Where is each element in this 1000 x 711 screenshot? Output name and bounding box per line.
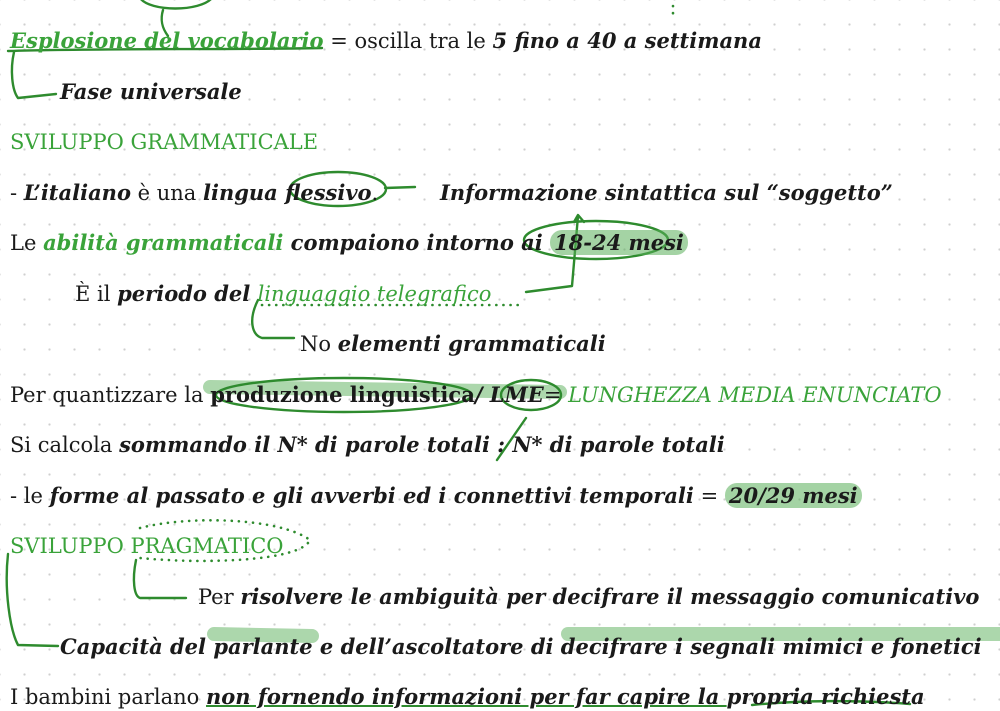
term-esplosione: Esplosione del vocabolario (10, 28, 324, 53)
text-fase-universale: Fase universale (60, 79, 242, 104)
text-e-una: è una (130, 181, 203, 205)
ink-bracket-fase (12, 52, 56, 98)
text-elementi: elementi grammaticali (337, 331, 606, 356)
line-italiano (10, 179, 378, 207)
ink-bracket-capacita (7, 554, 58, 646)
term-telegrafico: linguaggio telegrafico (257, 282, 492, 306)
ink-arrow-flessivo (385, 187, 415, 188)
heading-sviluppo-grammaticale: SVILUPPO GRAMMATICALE (10, 130, 319, 154)
heading-sviluppo-pragmatico: SVILUPPO PRAGMATICO (10, 534, 284, 558)
text-ai: ai (521, 230, 551, 255)
term-produzione: produzione linguistica (210, 382, 475, 407)
term-lingua: lingua (202, 180, 286, 205)
text-risolvere: risolvere le ambiguità per decifrare il messaggio comunicativo (240, 584, 980, 609)
text-oscilla: = oscilla tra le (330, 29, 486, 53)
line-telegrafico (75, 280, 491, 308)
term-flessivo: flessivo (285, 180, 372, 205)
line-calcolo (10, 431, 725, 459)
text-dot: . (371, 181, 379, 205)
line-abilita (10, 229, 688, 257)
text-non-fornendo: non fornendo informazioni per far capire la (206, 684, 727, 709)
line-vocabulary (10, 27, 762, 55)
line-fase (60, 78, 242, 106)
term-italiano: L’italiano (23, 180, 131, 205)
line-forme (10, 482, 862, 510)
term-lunghezza: LUNGHEZZA MEDIA ENUNCIATO (568, 383, 942, 407)
text-dash: - (10, 181, 24, 205)
term-abilita: abilità grammaticali (43, 230, 284, 255)
text-capacita: Capacità del parlante e dell’ascoltatore di decifrare i segnali mimici e fonetici (60, 634, 982, 659)
value-per-week: 5 fino a 40 a settimana (492, 28, 762, 53)
value-20-29: 20/29 mesi (725, 483, 862, 508)
text-periodo: periodo del (117, 281, 258, 306)
text-richiesta: propria richiesta (726, 684, 925, 709)
line-lme (10, 381, 942, 409)
text-eq-2: = (693, 484, 725, 508)
text-no: No (300, 332, 338, 356)
text-compaiono: compaiono intorno (283, 230, 522, 255)
text-bambini: I bambini parlano (10, 685, 207, 709)
text-e-il: È il (75, 282, 118, 306)
term-lme: LME (489, 382, 544, 407)
ink-top-loop (140, 0, 212, 9)
text-eq: = (543, 383, 569, 407)
text-per-quantizzare: Per quantizzare la (10, 383, 211, 407)
value-18-24: 18-24 mesi (550, 230, 688, 255)
text-slash: / (474, 382, 490, 407)
text-forme: forme al passato e gli avverbi ed i connettivi temporali (49, 483, 694, 508)
text-formula: sommando il N* di parole totali : N* di parole totali (119, 432, 725, 457)
line-risolvere (198, 583, 979, 611)
ink-bracket-per (134, 560, 186, 598)
line-no-elementi (300, 330, 606, 358)
text-dash-le: - le (10, 484, 50, 508)
text-si-calcola: Si calcola (10, 433, 120, 457)
text-per: Per (198, 585, 241, 609)
text-informazione: Informazione sintattica sul “soggetto” (440, 180, 893, 205)
text-le: Le (10, 231, 44, 255)
